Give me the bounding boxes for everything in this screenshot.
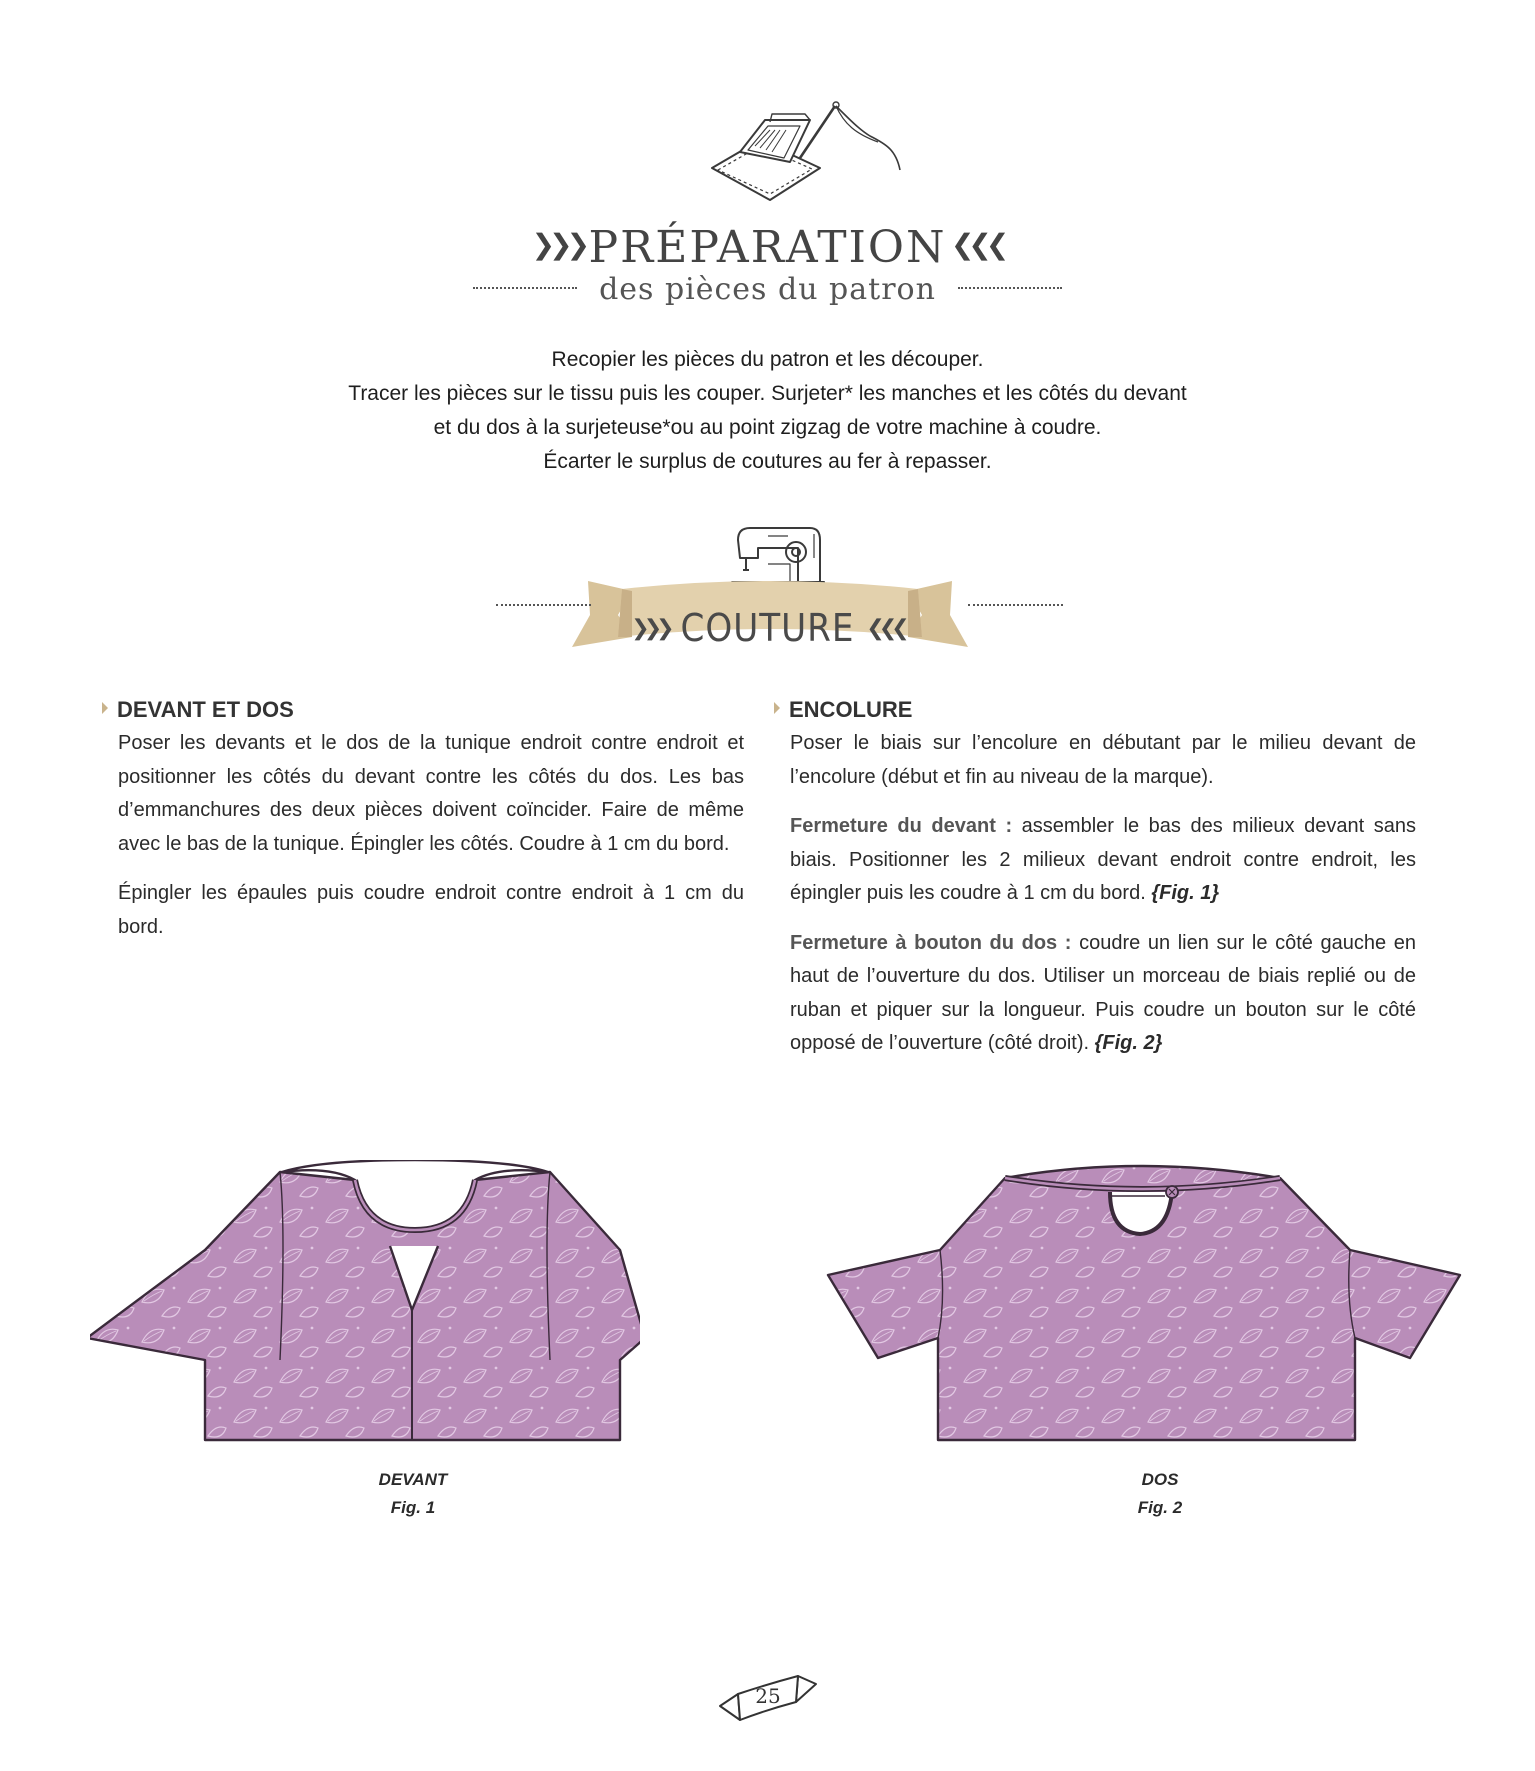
- section-banner: [600, 606, 935, 650]
- figure-reference: {Fig. 2}: [1094, 1032, 1163, 1054]
- title-row: [0, 222, 1535, 273]
- section-heading: [102, 693, 744, 727]
- banner-label: COUTURE: [680, 606, 855, 650]
- paragraph: Épingler les épaules puis coudre endroit contre endroit à 1 cm du bord.: [118, 882, 744, 938]
- front-garment-illustration: [90, 1160, 640, 1450]
- intro-line: et du dos à la surjeteuse*ou au point zigzag de votre machine à coudre.: [433, 416, 1102, 439]
- intro-line: Tracer les pièces sur le tissu puis les couper. Surjeter* les manches et les côtés du devant: [348, 382, 1187, 405]
- intro-text: [200, 343, 1335, 479]
- figure-number: Fig. 1: [390, 1498, 436, 1517]
- paragraph: [790, 927, 1416, 1061]
- heading-text: ENCOLURE: [789, 697, 913, 722]
- paragraph: [790, 810, 1416, 911]
- paragraph: Poser le biais sur l’encolure en débutant par le milieu devant de l’encolure (début et fin au niveau de la marque).: [790, 732, 1416, 788]
- chevron-left-icon: ❮❮❮: [866, 616, 904, 641]
- dotted-divider: [968, 604, 1063, 606]
- page-subtitle: des pièces du patron: [599, 272, 936, 307]
- paragraph-text: assembler le bas des milieux devant sans biais. Positionner les 2 milieux devant endroit contre endroit, les épingler puis les coudre à 1 cm du bord.: [790, 815, 1416, 904]
- bullet-icon: [774, 702, 780, 714]
- left-column: [118, 693, 744, 960]
- right-column: [790, 693, 1416, 1077]
- chevron-right-icon: ❯❯❯: [631, 616, 669, 641]
- figure-number: Fig. 2: [1137, 1498, 1183, 1517]
- dotted-divider: [496, 604, 591, 606]
- figure-label: DOS: [1141, 1470, 1179, 1489]
- paragraph-lead: Fermeture du devant :: [790, 815, 1013, 837]
- bullet-icon: [102, 702, 108, 714]
- chevron-left-icon: ❮❮❮: [950, 228, 1004, 261]
- dotted-divider: [473, 287, 577, 289]
- figure-caption: [313, 1466, 513, 1522]
- subtitle-row: [0, 272, 1535, 307]
- intro-line: Écarter le surplus de coutures au fer à repasser.: [543, 450, 992, 473]
- chevron-right-icon: ❯❯❯: [531, 228, 585, 261]
- figure-reference: {Fig. 1}: [1151, 882, 1220, 904]
- page-number: 25: [755, 1684, 781, 1708]
- heading-text: DEVANT ET DOS: [117, 697, 294, 722]
- figure-caption: [1060, 1466, 1260, 1522]
- figure-label: DEVANT: [378, 1470, 448, 1489]
- page-title: PRÉPARATION: [588, 222, 947, 273]
- section-heading: [774, 693, 1416, 727]
- paragraph-text: coudre un lien sur le côté gauche en haut de l’ouverture du dos. Utiliser un morceau de biais replié ou de ruban et piquer sur la longueur. Puis coudre un bouton sur le côté opposé de l’ouverture (côté droit).: [790, 931, 1416, 1054]
- dotted-divider: [958, 287, 1062, 289]
- intro-line: Recopier les pièces du patron et les découper.: [551, 348, 984, 371]
- paragraph: Poser les devants et le dos de la tunique endroit contre endroit et positionner les côtés du devant contre les côtés du dos. Les bas d’emmanchures des deux pièces doivent coïncider. Faire de même avec le bas de la tunique. Épingler les côtés. Coudre à 1 cm du bord.: [118, 732, 744, 855]
- sewing-supplies-icon: [700, 100, 910, 220]
- paragraph-lead: Fermeture à bouton du dos :: [790, 931, 1072, 954]
- back-garment-illustration: [820, 1160, 1470, 1450]
